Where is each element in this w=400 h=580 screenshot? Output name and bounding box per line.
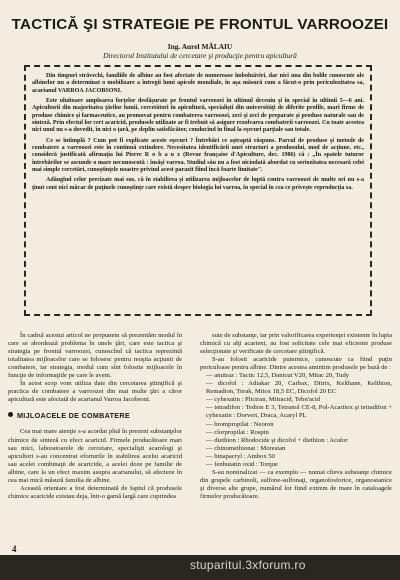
body-paragraph: Cea mai mare atenţie s-a acordat pînă în prezent substanţelor chimice de sinteză cu efect acaricid. Firmele producătoare mari sau mici, laboratoarele de cercetare, specialişti acarologi şi apicultori s-au concentrat eforturile în stabilirea acelui acaricid sau acelei combinaţii de acaricide, a acelei doze pe familie de albine, care la un efect maxim asupra acarianului, să afecteze în cea mai mică măsură familia de albine.: [8, 428, 182, 484]
intro-paragraph: Adăugînd celor precizate mai sus, că în stabilirea şi utilizarea mijloacelor de luptă contra varroozei de multe ori nu s-a ţinut cont nici măcar de puţinele cunoştinţe care există despre biologia lui varroa, în special în cea ce priveşte reproducţia sa.: [32, 177, 364, 191]
body-paragraph: S-au folosit acaricide puternice, cunoscute ca fiind puţin periculoase pentru albine. Dintre acestea amintim produsele pe bază de :: [200, 356, 392, 372]
section-heading-text: MIJLOACELE DE COMBATERE: [17, 411, 130, 421]
list-item: — tetradifon : Tedion E 3, Tetranol CE-8, Pol-Acaritox şi tetradifon + cyhexatin : Dorvert, Draca, Acaryl PL: [206, 404, 392, 420]
page-number: 4: [12, 544, 17, 554]
bullet-icon: [8, 412, 13, 417]
list-item: — amitraz : Tactic 12,5, Danicut V20, Mitac 20, Tudy: [206, 372, 350, 380]
watermark-text: stuparitul.3xforum.ro: [190, 558, 306, 572]
intro-paragraph: Din timpuri străvechi, familiile de albine au fost afectate de numeroase îmbolnăviri, dar nici una din bolile cunoscute ale albinelor nu a determinat o mobilizare a întregii lumi apicole mondiale, în aşa măsură cum a făcut-o prin periculozitatea sa, acarianul VARROA JACOBSONI.: [32, 73, 364, 94]
body-paragraph: Această orientare a fost determinată de faptul că produsele chimice acaricide existau deja, într-o gamă largă care cuprindea: [8, 484, 182, 500]
author-name: Ing. Aurel MĂLAIU: [167, 42, 233, 51]
intro-box: [24, 65, 372, 316]
section-heading: [8, 412, 182, 420]
body-paragraph: S-au nominalizat — ca exemplu — numai cîteva substanţe chimice din grupele carbinoli, sulfone-sulfonaţi, organofosforice, organostanice şi diverse alte grupe, numărul lor fiind extrem de mare în cataloagele firmelor producătoare.: [200, 468, 392, 500]
list-item: — cyhexatin : Plictran, Mitracid, Tebn'acid: [206, 396, 320, 404]
list-item: — diethion : Rhodocide şi dicofol + diethion : Acafor: [206, 436, 348, 444]
right-column: [200, 332, 392, 501]
body-paragraph: În acest scop vom utiliza date din cercetarea ştiinţifică şi practica de combatere a varroozei din mai multe ţări a căror apicultură este afectată de acarianul Varroa Jacobsoni.: [8, 380, 182, 404]
acaricide-list: [200, 372, 392, 469]
author-role: Directorul Institutului de cercetare şi producţie pentru apicultură: [103, 51, 297, 60]
list-item: — fenbutatin oxid : Torque: [206, 460, 278, 468]
list-item: — binapacryl : Ambox 50: [206, 452, 275, 460]
list-item: — chinomethionat : Morestan: [206, 444, 286, 452]
intro-paragraph: Este uluitoare amploarea forţelor desfăşurate pe frontul varroozei în ultimul deceniu şi în special în ultimii 5—6 ani. Apicultorii din majoritatea ţărilor lumii, cercetători în apicultură, specialişti din universităţi de diferite profile, mari firme de produse chimice şi farmaceutice, au promovat pentru combaterea varroozei, zeci şi zeci de preparate şi produse naturale sau de sinteză. Prin efectul lor cert acaricid, produsele utilizate ar fi trebuit să asigure rezolvarea combaterii varroozei. Cu toate acestea nici unul nu s-a dovedit, în nici o ţară, pe deplin satisfăcător, conducînd în final la eşecuri parţiale sau totale.: [32, 98, 364, 134]
author-block: [20, 42, 380, 60]
body-paragraph: În cadrul acestui articol ne propunem să prezentăm modul în care se abordează problema în unele ţări, care este tactica şi strategia pe frontul varroozei, cunoscînd că tactica reprezintă totalitatea mijloacelor care se folosesc pentru reuşita acţiunii de combatere, iar strategia, modul cum sînt folosite mijloacele în funcţie de informaţiile pe care le avem.: [8, 332, 182, 380]
list-item: — dicofol : Adiakar 20, Carbax, Ditrix, Kelthane, Kelthion, Remadion, Torak, Mitox 18,5 EC, Dicofol 20 EC: [206, 380, 392, 396]
list-item: — clorpropilat : Rospin: [206, 428, 269, 436]
body-paragraph: sute de substanţe, iar prin valorificarea experienţei existente în lupta chimică cu alţi acarieni, au fost solicitate cele mai eficiente produse selecţionate şi verificate de cercetare ştiinţifică.: [200, 332, 392, 356]
left-column: [8, 332, 182, 501]
article-title: TACTICĂ ŞI STRATEGIE PE FRONTUL VARROOZEI: [11, 16, 389, 33]
intro-paragraph: Ce se întîmplă ? Cum pot fi explicate aceste eşecuri ? Întrebări ce aşteaptă răspuns. Parcul de produse şi metode de combatere a varroozei este în continuă extindere. Necesitatea identificării unei structuri a produsului, mod de acţiune, etc., consideră justificată afirmaţia lui Pierre R o b a u x (Revue française d'Apiculture, dec. 1986) că : „În spatele tuturor întrebărilor se ascunde o mare necunoscută : însăşi varroa. Studiul său nu a fost niciodată abordat cu seriozitatea necesară celei mai simple cercetări, cunoştinţele noastre privind acest parazit fiind încă foarte limitate".: [32, 137, 364, 174]
list-item: — brompropilat : Neoron: [206, 420, 274, 428]
